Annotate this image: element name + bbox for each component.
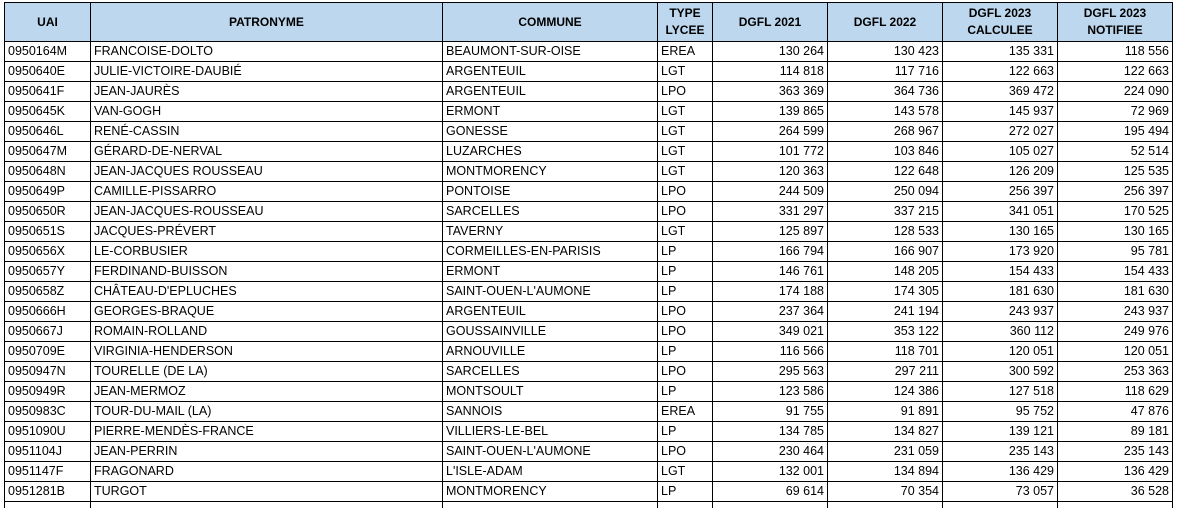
cell-type-lycee: LGT [658, 162, 713, 182]
cell-type-lycee: LP [658, 242, 713, 262]
cell-patronyme: JULIE-VICTOIRE-DAUBIÉ [91, 62, 443, 82]
cell-dgfl-2021: 146 761 [713, 262, 828, 282]
cell-dgfl-2023-notifiee: 36 528 [1058, 482, 1173, 502]
cell-dgfl-2021: 244 509 [713, 182, 828, 202]
cell-dgfl-2023-calculee: 105 027 [943, 142, 1058, 162]
cell-patronyme: JEAN-JAURÈS [91, 82, 443, 102]
table-row [5, 362, 1173, 382]
cell-dgfl-2023-calculee: 126 209 [943, 162, 1058, 182]
cell-dgfl-2023-notifiee: 154 433 [1058, 262, 1173, 282]
cell-commune: VILLIERS-LE-BEL [443, 422, 658, 442]
header-patronyme: PATRONYME [91, 3, 443, 42]
cell-type-lycee: LPO [658, 442, 713, 462]
cutoff-cell [713, 502, 828, 509]
cell-dgfl-2023-notifiee: 95 781 [1058, 242, 1173, 262]
cell-dgfl-2023-notifiee: 136 429 [1058, 462, 1173, 482]
cell-uai: 0950645K [5, 102, 91, 122]
cell-dgfl-2023-notifiee: 224 090 [1058, 82, 1173, 102]
cell-type-lycee: LP [658, 342, 713, 362]
cell-commune: GONESSE [443, 122, 658, 142]
cell-dgfl-2021: 166 794 [713, 242, 828, 262]
cell-patronyme: TOUR-DU-MAIL (LA) [91, 402, 443, 422]
cell-dgfl-2021: 331 297 [713, 202, 828, 222]
cell-dgfl-2022: 148 205 [828, 262, 943, 282]
cell-uai: 0950949R [5, 382, 91, 402]
cell-patronyme: LE-CORBUSIER [91, 242, 443, 262]
cell-dgfl-2021: 230 464 [713, 442, 828, 462]
table-row [5, 382, 1173, 402]
cell-dgfl-2022: 166 907 [828, 242, 943, 262]
cell-dgfl-2021: 101 772 [713, 142, 828, 162]
cell-dgfl-2023-calculee: 95 752 [943, 402, 1058, 422]
cell-type-lycee: LGT [658, 222, 713, 242]
cell-dgfl-2023-calculee: 181 630 [943, 282, 1058, 302]
cell-commune: ERMONT [443, 262, 658, 282]
cell-commune: LUZARCHES [443, 142, 658, 162]
cell-uai: 0950947N [5, 362, 91, 382]
cell-dgfl-2023-notifiee: 249 976 [1058, 322, 1173, 342]
cell-dgfl-2023-notifiee: 89 181 [1058, 422, 1173, 442]
header-type-line1: TYPE [669, 6, 701, 20]
cell-uai: 0950649P [5, 182, 91, 202]
cell-uai: 0950983C [5, 402, 91, 422]
cell-dgfl-2023-calculee: 139 121 [943, 422, 1058, 442]
cell-uai: 0951281B [5, 482, 91, 502]
cell-dgfl-2022: 118 701 [828, 342, 943, 362]
cell-patronyme: TOURELLE (DE LA) [91, 362, 443, 382]
cell-uai: 0950656X [5, 242, 91, 262]
cell-patronyme: ROMAIN-ROLLAND [91, 322, 443, 342]
cell-dgfl-2023-calculee: 300 592 [943, 362, 1058, 382]
cell-dgfl-2021: 125 897 [713, 222, 828, 242]
table-row [5, 122, 1173, 142]
cell-patronyme: RENÉ-CASSIN [91, 122, 443, 142]
cell-dgfl-2023-calculee: 120 051 [943, 342, 1058, 362]
cell-dgfl-2021: 134 785 [713, 422, 828, 442]
cell-patronyme: JEAN-MERMOZ [91, 382, 443, 402]
cell-dgfl-2023-notifiee: 243 937 [1058, 302, 1173, 322]
cell-dgfl-2022: 124 386 [828, 382, 943, 402]
header-notif-line2: NOTIFIEE [1087, 23, 1143, 37]
header-type-lycee [658, 3, 713, 42]
cell-dgfl-2022: 117 716 [828, 62, 943, 82]
table-row [5, 62, 1173, 82]
cell-patronyme: JEAN-JACQUES ROUSSEAU [91, 162, 443, 182]
cell-dgfl-2022: 231 059 [828, 442, 943, 462]
cell-dgfl-2022: 297 211 [828, 362, 943, 382]
cell-dgfl-2022: 103 846 [828, 142, 943, 162]
cell-dgfl-2021: 363 369 [713, 82, 828, 102]
cell-patronyme: FRAGONARD [91, 462, 443, 482]
table-row [5, 262, 1173, 282]
table-row [5, 162, 1173, 182]
cell-dgfl-2022: 91 891 [828, 402, 943, 422]
cell-dgfl-2023-notifiee: 52 514 [1058, 142, 1173, 162]
cell-dgfl-2023-calculee: 243 937 [943, 302, 1058, 322]
table-row [5, 322, 1173, 342]
cell-type-lycee: EREA [658, 402, 713, 422]
cell-type-lycee: LP [658, 482, 713, 502]
cell-commune: SAINT-OUEN-L'AUMONE [443, 282, 658, 302]
cell-uai: 0950648N [5, 162, 91, 182]
table-row [5, 242, 1173, 262]
cell-commune: L'ISLE-ADAM [443, 462, 658, 482]
cell-dgfl-2022: 134 894 [828, 462, 943, 482]
cell-dgfl-2022: 241 194 [828, 302, 943, 322]
cell-type-lycee: LPO [658, 202, 713, 222]
cell-patronyme: GEORGES-BRAQUE [91, 302, 443, 322]
cell-uai: 0950641F [5, 82, 91, 102]
cell-dgfl-2022: 250 094 [828, 182, 943, 202]
cell-patronyme: GÉRARD-DE-NERVAL [91, 142, 443, 162]
cell-patronyme: VAN-GOGH [91, 102, 443, 122]
cell-dgfl-2022: 353 122 [828, 322, 943, 342]
cell-dgfl-2023-notifiee: 125 535 [1058, 162, 1173, 182]
cell-dgfl-2023-notifiee: 256 397 [1058, 182, 1173, 202]
cutoff-cell [443, 502, 658, 509]
cell-dgfl-2023-calculee: 360 112 [943, 322, 1058, 342]
table-header [5, 3, 1173, 42]
cell-dgfl-2023-calculee: 130 165 [943, 222, 1058, 242]
cell-dgfl-2023-calculee: 235 143 [943, 442, 1058, 462]
cell-dgfl-2023-notifiee: 118 629 [1058, 382, 1173, 402]
table-row [5, 182, 1173, 202]
header-dgfl-2021: DGFL 2021 [713, 3, 828, 42]
table-row [5, 302, 1173, 322]
cell-patronyme: FERDINAND-BUISSON [91, 262, 443, 282]
table-row [5, 102, 1173, 122]
cell-type-lycee: LGT [658, 102, 713, 122]
table-row [5, 42, 1173, 62]
cell-type-lycee: LPO [658, 322, 713, 342]
table-row [5, 442, 1173, 462]
cell-patronyme: JEAN-PERRIN [91, 442, 443, 462]
dgfl-table [4, 2, 1173, 508]
cell-commune: MONTMORENCY [443, 162, 658, 182]
header-uai: UAI [5, 3, 91, 42]
cell-uai: 0951104J [5, 442, 91, 462]
cutoff-cell [91, 502, 443, 509]
cell-dgfl-2023-calculee: 256 397 [943, 182, 1058, 202]
cell-dgfl-2023-calculee: 122 663 [943, 62, 1058, 82]
cell-commune: SARCELLES [443, 202, 658, 222]
cell-uai: 0950640E [5, 62, 91, 82]
cell-dgfl-2023-notifiee: 122 663 [1058, 62, 1173, 82]
cell-dgfl-2021: 349 021 [713, 322, 828, 342]
cell-type-lycee: LP [658, 282, 713, 302]
cell-dgfl-2021: 120 363 [713, 162, 828, 182]
cell-dgfl-2023-notifiee: 235 143 [1058, 442, 1173, 462]
cell-dgfl-2022: 128 533 [828, 222, 943, 242]
cell-dgfl-2021: 130 264 [713, 42, 828, 62]
cell-uai: 0950658Z [5, 282, 91, 302]
cell-uai: 0950164M [5, 42, 91, 62]
header-commune: COMMUNE [443, 3, 658, 42]
cell-dgfl-2021: 174 188 [713, 282, 828, 302]
cell-commune: ARGENTEUIL [443, 302, 658, 322]
cell-commune: SARCELLES [443, 362, 658, 382]
cell-commune: SANNOIS [443, 402, 658, 422]
cell-dgfl-2021: 295 563 [713, 362, 828, 382]
cell-commune: MONTMORENCY [443, 482, 658, 502]
cell-dgfl-2023-notifiee: 120 051 [1058, 342, 1173, 362]
cell-dgfl-2022: 134 827 [828, 422, 943, 442]
cell-uai: 0950647M [5, 142, 91, 162]
cell-dgfl-2021: 123 586 [713, 382, 828, 402]
cell-dgfl-2022: 130 423 [828, 42, 943, 62]
cell-dgfl-2023-calculee: 135 331 [943, 42, 1058, 62]
cell-commune: BEAUMONT-SUR-OISE [443, 42, 658, 62]
cell-dgfl-2023-calculee: 173 920 [943, 242, 1058, 262]
table-row-cutoff [5, 502, 1173, 509]
cell-type-lycee: LGT [658, 62, 713, 82]
cell-uai: 0950667J [5, 322, 91, 342]
cell-type-lycee: EREA [658, 42, 713, 62]
cell-uai: 0950650R [5, 202, 91, 222]
table-row [5, 222, 1173, 242]
cell-commune: PONTOISE [443, 182, 658, 202]
cell-dgfl-2023-notifiee: 130 165 [1058, 222, 1173, 242]
table-row [5, 342, 1173, 362]
cell-dgfl-2022: 268 967 [828, 122, 943, 142]
cell-dgfl-2023-calculee: 154 433 [943, 262, 1058, 282]
cell-uai: 0951147F [5, 462, 91, 482]
cell-commune: CORMEILLES-EN-PARISIS [443, 242, 658, 262]
table-row [5, 142, 1173, 162]
cell-uai: 0951090U [5, 422, 91, 442]
cell-dgfl-2023-notifiee: 253 363 [1058, 362, 1173, 382]
header-dgfl-2022: DGFL 2022 [828, 3, 943, 42]
table-row [5, 402, 1173, 422]
table-row [5, 462, 1173, 482]
cell-patronyme: CAMILLE-PISSARRO [91, 182, 443, 202]
cell-type-lycee: LP [658, 422, 713, 442]
cutoff-cell [658, 502, 713, 509]
table-row [5, 202, 1173, 222]
cell-commune: GOUSSAINVILLE [443, 322, 658, 342]
cell-patronyme: PIERRE-MENDÈS-FRANCE [91, 422, 443, 442]
cell-dgfl-2023-notifiee: 170 525 [1058, 202, 1173, 222]
cell-dgfl-2021: 116 566 [713, 342, 828, 362]
cell-dgfl-2022: 174 305 [828, 282, 943, 302]
cell-dgfl-2022: 70 354 [828, 482, 943, 502]
cell-dgfl-2023-calculee: 136 429 [943, 462, 1058, 482]
cell-dgfl-2023-notifiee: 118 556 [1058, 42, 1173, 62]
table-row [5, 282, 1173, 302]
cell-commune: TAVERNY [443, 222, 658, 242]
header-calc-line1: DGFL 2023 [968, 6, 1032, 20]
cell-dgfl-2023-calculee: 127 518 [943, 382, 1058, 402]
cell-dgfl-2023-calculee: 145 937 [943, 102, 1058, 122]
cell-dgfl-2021: 237 364 [713, 302, 828, 322]
cutoff-cell [828, 502, 943, 509]
cell-type-lycee: LGT [658, 462, 713, 482]
cell-dgfl-2023-calculee: 369 472 [943, 82, 1058, 102]
cell-patronyme: JEAN-JACQUES-ROUSSEAU [91, 202, 443, 222]
cell-dgfl-2021: 264 599 [713, 122, 828, 142]
cell-commune: ERMONT [443, 102, 658, 122]
cell-dgfl-2021: 139 865 [713, 102, 828, 122]
cell-type-lycee: LP [658, 262, 713, 282]
cell-patronyme: TURGOT [91, 482, 443, 502]
cell-dgfl-2023-calculee: 272 027 [943, 122, 1058, 142]
cell-commune: ARGENTEUIL [443, 62, 658, 82]
cell-dgfl-2021: 114 818 [713, 62, 828, 82]
cell-type-lycee: LPO [658, 182, 713, 202]
cell-dgfl-2023-notifiee: 181 630 [1058, 282, 1173, 302]
header-row [5, 3, 1173, 42]
header-dgfl-2023-notifiee [1058, 3, 1173, 42]
cell-dgfl-2023-notifiee: 72 969 [1058, 102, 1173, 122]
cell-type-lycee: LGT [658, 122, 713, 142]
cell-dgfl-2023-calculee: 73 057 [943, 482, 1058, 502]
cell-uai: 0950657Y [5, 262, 91, 282]
cell-uai: 0950646L [5, 122, 91, 142]
cell-commune: SAINT-OUEN-L'AUMONE [443, 442, 658, 462]
header-calc-line2: CALCULEE [967, 23, 1033, 37]
cell-patronyme: JACQUES-PRÉVERT [91, 222, 443, 242]
cell-type-lycee: LPO [658, 82, 713, 102]
table-body [5, 42, 1173, 509]
cell-dgfl-2022: 122 648 [828, 162, 943, 182]
header-dgfl-2023-calculee [943, 3, 1058, 42]
cell-type-lycee: LP [658, 382, 713, 402]
header-notif-line1: DGFL 2023 [1083, 6, 1147, 20]
cell-commune: ARNOUVILLE [443, 342, 658, 362]
cell-type-lycee: LPO [658, 302, 713, 322]
cell-dgfl-2022: 143 578 [828, 102, 943, 122]
cell-patronyme: CHÂTEAU-D'EPLUCHES [91, 282, 443, 302]
cell-dgfl-2021: 91 755 [713, 402, 828, 422]
cell-type-lycee: LPO [658, 362, 713, 382]
cell-uai: 0950666H [5, 302, 91, 322]
cell-dgfl-2023-notifiee: 195 494 [1058, 122, 1173, 142]
cell-type-lycee: LGT [658, 142, 713, 162]
cell-dgfl-2022: 337 215 [828, 202, 943, 222]
cell-dgfl-2023-calculee: 341 051 [943, 202, 1058, 222]
cell-uai: 0950651S [5, 222, 91, 242]
cell-dgfl-2021: 132 001 [713, 462, 828, 482]
cell-commune: MONTSOULT [443, 382, 658, 402]
cell-dgfl-2023-notifiee: 47 876 [1058, 402, 1173, 422]
cell-commune: ARGENTEUIL [443, 82, 658, 102]
cutoff-cell [943, 502, 1058, 509]
table-row [5, 482, 1173, 502]
table-row [5, 422, 1173, 442]
cutoff-cell [5, 502, 91, 509]
cell-patronyme: VIRGINIA-HENDERSON [91, 342, 443, 362]
cell-uai: 0950709E [5, 342, 91, 362]
cell-dgfl-2022: 364 736 [828, 82, 943, 102]
cell-dgfl-2021: 69 614 [713, 482, 828, 502]
table-row [5, 82, 1173, 102]
header-type-line2: LYCEE [665, 23, 705, 37]
cell-patronyme: FRANCOISE-DOLTO [91, 42, 443, 62]
cutoff-cell [1058, 502, 1173, 509]
